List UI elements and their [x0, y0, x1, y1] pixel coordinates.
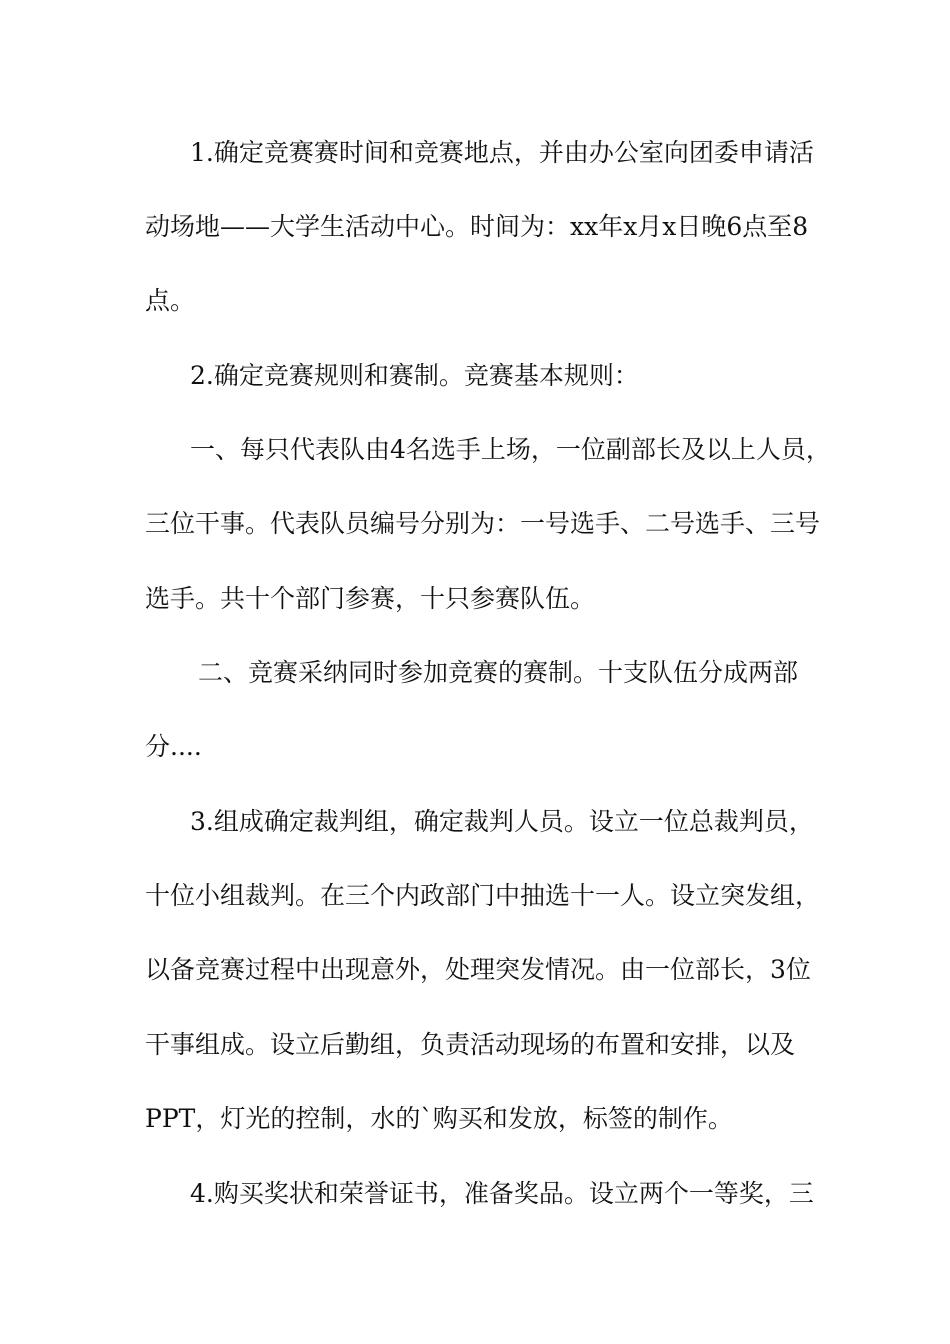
- paragraph-6-line-1: 4.购买奖状和荣誉证书，准备奖品。设立两个一等奖，三: [190, 1179, 814, 1208]
- paragraph-4-line-2: 分....: [145, 732, 202, 761]
- paragraph-5-line-5: PPT，灯光的控制，水的`购买和发放，标签的制作。: [145, 1104, 733, 1133]
- paragraph-5-line-4: 干事组成。设立后勤组，负责活动现场的布置和安排，以及: [145, 1030, 796, 1059]
- paragraph-1-line-1: 1.确定竞赛赛时间和竞赛地点，并由办公室向团委申请活: [190, 138, 814, 167]
- paragraph-1-line-2: 动场地——大学生活动中心。时间为：xx年x月x日晚6点至8: [145, 212, 809, 241]
- paragraph-3-line-3: 选手。共十个部门参赛，十只参赛队伍。: [145, 584, 596, 613]
- paragraph-5-line-1: 3.组成确定裁判组，确定裁判人员。设立一位总裁判员，: [190, 807, 814, 836]
- paragraph-2-line-1: 2.确定竞赛规则和赛制。竞赛基本规则：: [190, 361, 639, 390]
- paragraph-3-line-2: 三位干事。代表队员编号分别为：一号选手、二号选手、三号: [145, 509, 821, 538]
- paragraph-5-line-3: 以备竞赛过程中出现意外，处理突发情况。由一位部长，3位: [145, 955, 811, 984]
- paragraph-3-line-1: 一、每只代表队由4名选手上场，一位副部长及以上人员，: [190, 435, 831, 464]
- paragraph-4-line-1: 二、竞赛采纳同时参加竞赛的赛制。十支队伍分成两部: [198, 658, 799, 687]
- paragraph-1-line-3: 点。: [145, 286, 196, 315]
- paragraph-5-line-2: 十位小组裁判。在三个内政部门中抽选十一人。设立突发组，: [145, 881, 821, 910]
